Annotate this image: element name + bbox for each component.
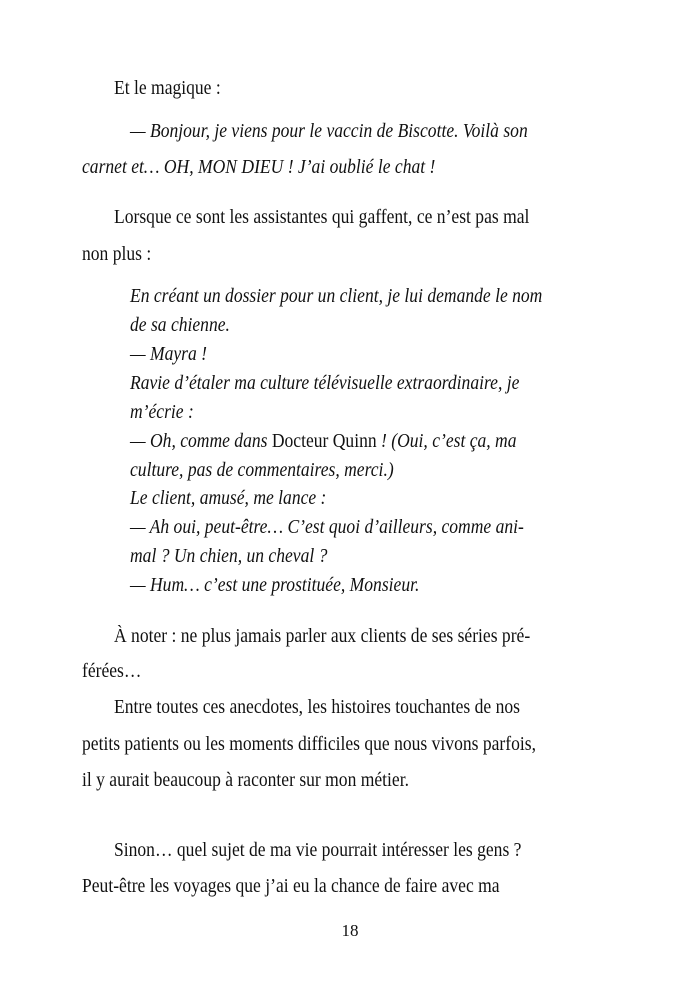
quote-segment: ! (Oui, c’est ça, ma [376,431,517,452]
text-line: Sinon… quel sujet de ma vie pourrait intéresser les gens ? [114,840,522,861]
text-line: Peut-être les voyages que j’ai eu la chance de faire avec ma [82,876,500,897]
text-line: Lorsque ce sont les assistantes qui gaffent, ce n’est pas mal [114,207,530,228]
page-number: 18 [341,921,359,940]
text-line: À noter : ne plus jamais parler aux clients de ses séries pré- [114,626,531,647]
quote-line: de sa chienne. [130,315,230,336]
text-line: il y aurait beaucoup à raconter sur mon métier. [82,770,409,791]
quote-line: Ravie d’étaler ma culture télévisuelle extraordinaire, je [130,373,520,394]
quote-line: culture, pas de commentaires, merci.) [130,460,394,481]
quote-line: — Mayra ! [130,344,208,365]
text-line: petits patients ou les moments difficiles que nous vivons parfois, [82,734,536,755]
quote-line: Le client, amusé, me lance : [130,488,327,509]
dialogue-line: — Bonjour, je viens pour le vaccin de Biscotte. Voilà son [130,121,528,142]
quote-line: mal ? Un chien, un cheval ? [130,546,328,567]
text-line: Et le magique : [114,78,221,99]
text-line: Entre toutes ces anecdotes, les histoires touchantes de nos [114,697,520,718]
dialogue-line: carnet et… OH, MON DIEU ! J’ai oublié le chat ! [82,157,436,178]
series-title: Docteur Quinn [271,431,377,452]
quote-line [130,430,517,454]
quote-line: — Ah oui, peut-être… C’est quoi d’ailleurs, comme ani- [130,517,524,538]
quote-line: m’écrie : [130,402,194,423]
text-line: non plus : [82,244,152,265]
quote-line: En créant un dossier pour un client, je lui demande le nom [130,286,543,307]
quote-line: — Hum… c’est une prostituée, Monsieur. [130,575,420,596]
quote-segment: — Oh, comme dans [130,431,272,452]
text-line: férées… [82,661,142,682]
